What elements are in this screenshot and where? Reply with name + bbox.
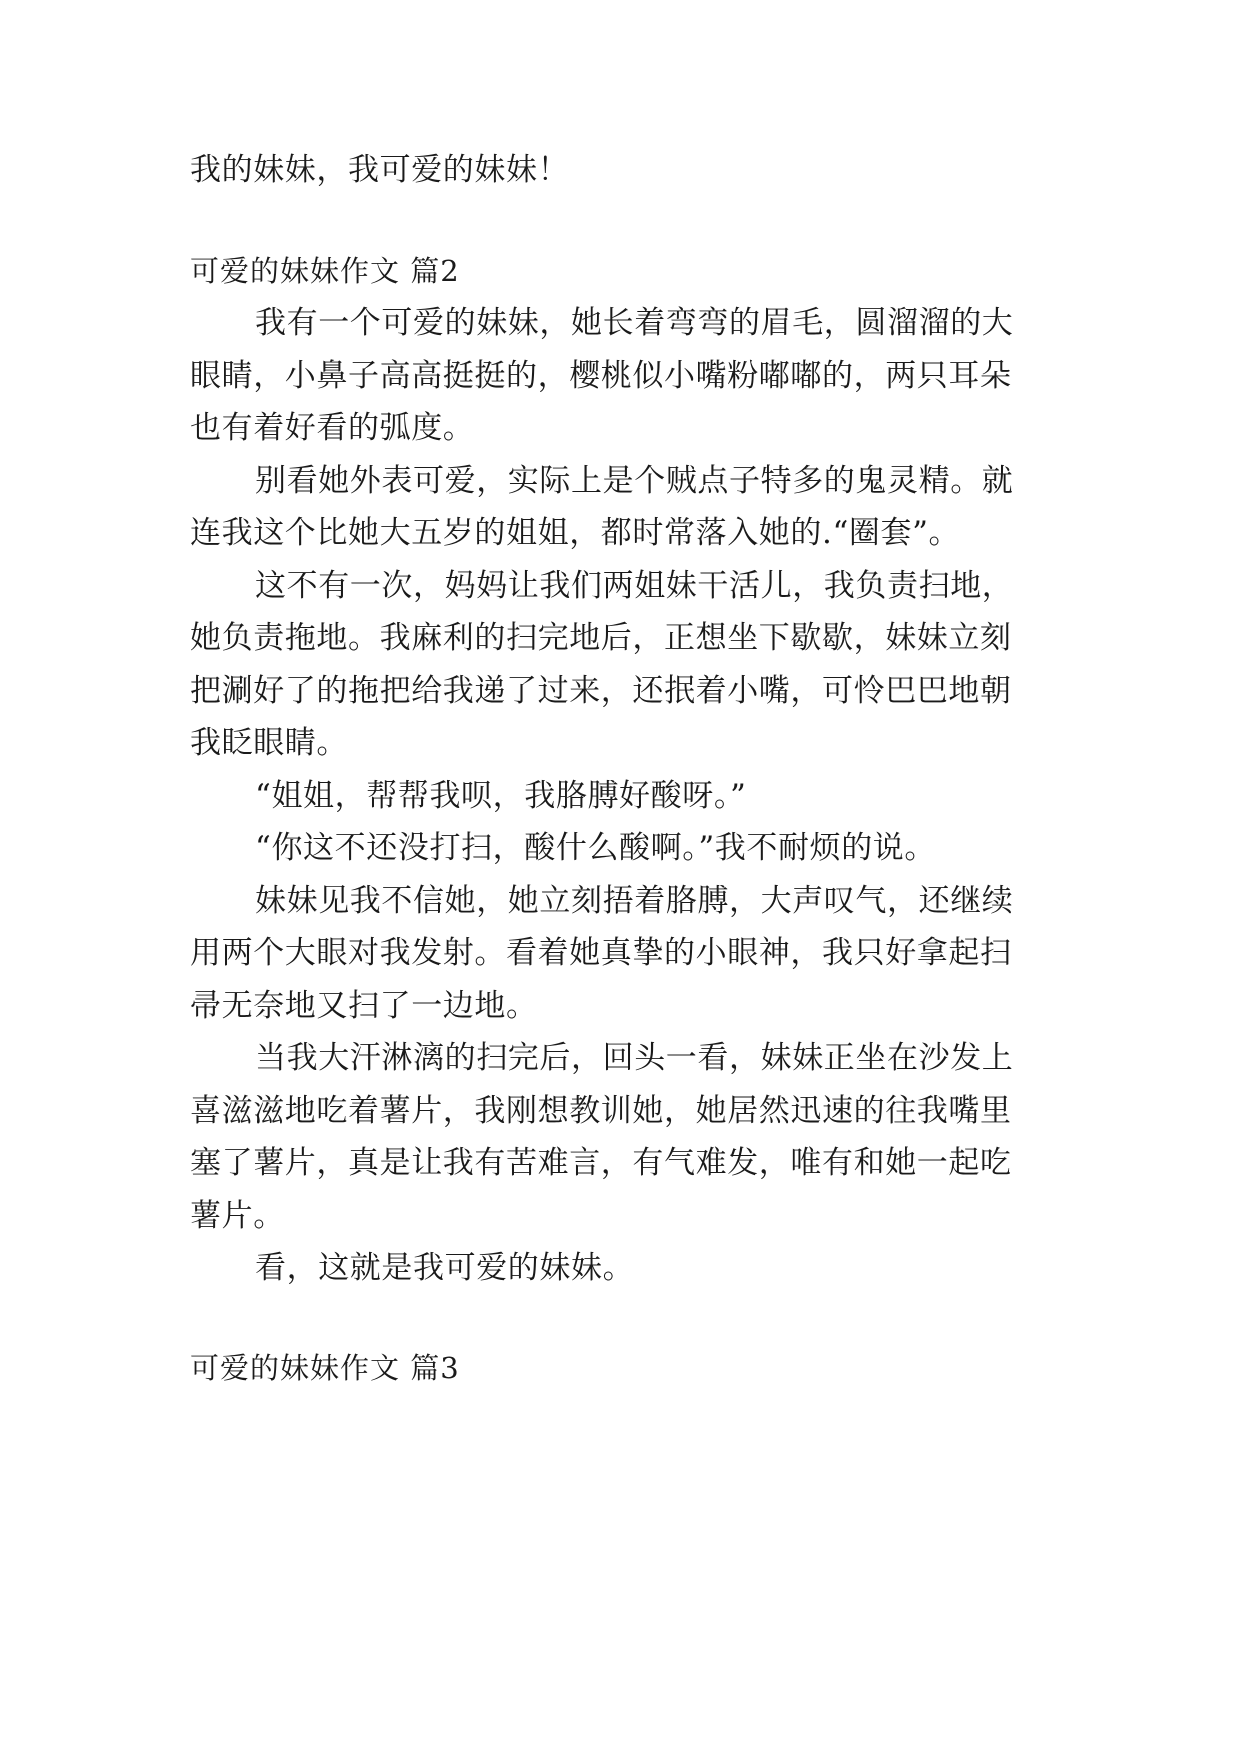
paragraph-line: 薯片。 (190, 1198, 285, 1234)
paragraph-line: 把涮好了的拖把给我递了过来，还抿着小嘴，可怜巴巴地朝 (190, 673, 1012, 709)
intro-line: 我的妹妹，我可爱的妹妹！ (190, 152, 570, 188)
paragraph-line: 连我这个比她大五岁的姐姐，都时常落入她的.“圈套”。 (190, 515, 961, 551)
paragraph-line: 我有一个可爱的妹妹，她长着弯弯的眉毛，圆溜溜的大 (255, 305, 1014, 341)
paragraph-line: 也有着好看的弧度。 (190, 410, 475, 446)
paragraph-line: 我眨眼睛。 (190, 725, 348, 761)
paragraph-line: 眼睛，小鼻子高高挺挺的，樱桃似小嘴粉嘟嘟的，两只耳朵 (190, 358, 1012, 394)
paragraph-line: 看，这就是我可爱的妹妹。 (255, 1250, 635, 1286)
paragraph-line: 塞了薯片，真是让我有苦难言，有气难发，唯有和她一起吃 (190, 1145, 1012, 1181)
paragraph-line: 这不有一次，妈妈让我们两姐妹干活儿，我负责扫地， (255, 568, 1014, 604)
paragraph-line: 帚无奈地又扫了一边地。 (190, 988, 538, 1024)
paragraph-line: 用两个大眼对我发射。看着她真挚的小眼神，我只好拿起扫 (190, 935, 1012, 971)
paragraph-line: 别看她外表可爱，实际上是个贼点子特多的鬼灵精。就 (255, 463, 1014, 499)
paragraph-line: “你这不还没打扫，酸什么酸啊。”我不耐烦的说。 (255, 830, 936, 866)
paragraph-line: 她负责拖地。我麻利的扫完地后，正想坐下歇歇，妹妹立刻 (190, 620, 1012, 656)
paragraph-line: 当我大汗淋漓的扫完后，回头一看，妹妹正坐在沙发上 (255, 1040, 1014, 1076)
section-3-heading: 可爱的妹妹作文 篇3 (190, 1351, 460, 1385)
paragraph-line: 喜滋滋地吃着薯片，我刚想教训她，她居然迅速的往我嘴里 (190, 1093, 1012, 1129)
section-2-heading: 可爱的妹妹作文 篇2 (190, 254, 460, 288)
paragraph-line: “姐姐，帮帮我呗，我胳膊好酸呀。” (255, 778, 747, 814)
paragraph-line: 妹妹见我不信她，她立刻捂着胳膊，大声叹气，还继续 (255, 883, 1014, 919)
